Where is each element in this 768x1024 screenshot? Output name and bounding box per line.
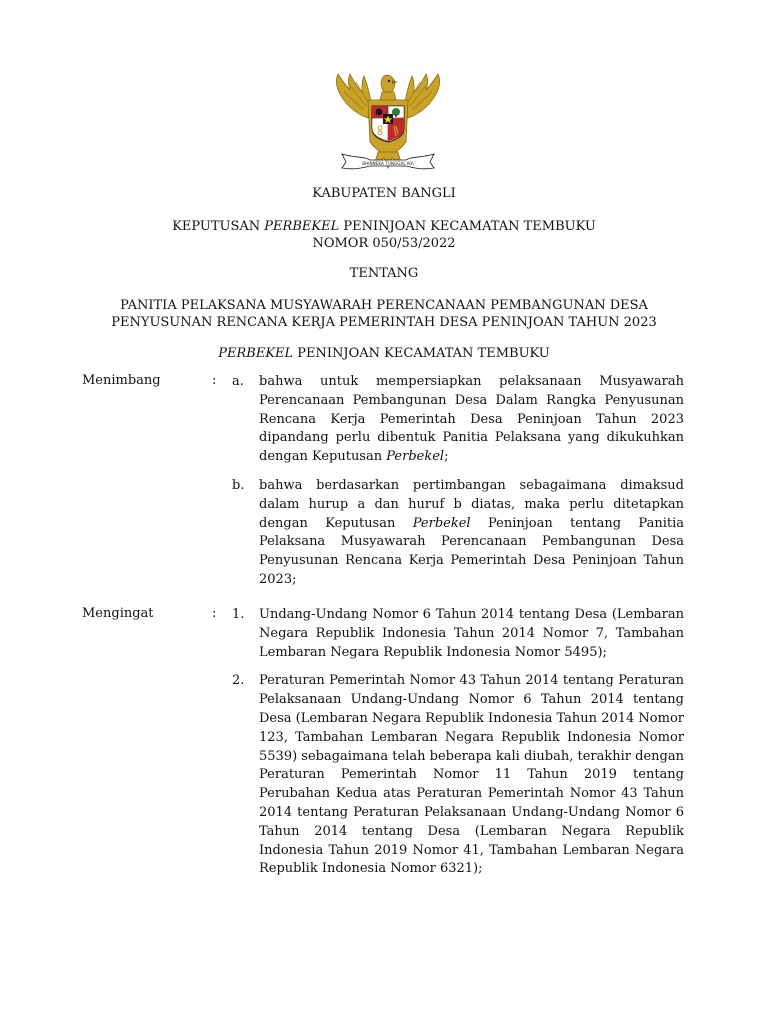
subject-title	[0, 297, 768, 331]
item-text: Undang-Undang Nomor 6 Tahun 2014 tentang Desa (Lembaran Negara Republik Indonesia Tahun 2014 Nomor 7, Tambahan Lembaran Negara Republik Indonesia Nomor 5495);	[259, 607, 684, 660]
issuer-title: PERBEKEL PENINJOAN KECAMATAN TEMBUKU	[218, 346, 550, 361]
menimbang-item-a	[82, 373, 684, 467]
mengingat-label: Mengingat	[82, 606, 154, 621]
subject-line-1: PANITIA PELAKSANA MUSYAWARAH PERENCANAAN PEMBANGUNAN DESA	[120, 298, 648, 313]
subject-line-2: PENYUSUNAN RENCANA KERJA PEMERINTAH DESA PENINJOAN TAHUN 2023	[111, 315, 657, 330]
menimbang-item-b	[82, 477, 684, 590]
mengingat-section	[82, 606, 684, 879]
about-heading: TENTANG	[349, 266, 419, 281]
mengingat-item-2	[82, 672, 684, 879]
item-marker: 1.	[232, 607, 245, 622]
regency-title: KABUPATEN BANGLI	[312, 186, 456, 201]
menimbang-section	[82, 373, 684, 590]
item-marker: 2.	[232, 673, 245, 689]
decree-title	[0, 218, 768, 252]
decree-title-line: KEPUTUSAN PERBEKEL PENINJOAN KECAMATAN TEMBUKU	[172, 219, 596, 234]
decree-number: NOMOR 050/53/2022	[312, 236, 456, 251]
item-text: Peraturan Pemerintah Nomor 43 Tahun 2014 tentang Peraturan Pelaksanaan Undang-Undang Nomor 6 Tahun 2014 tentang Desa (Lembaran Negara Republik Indonesia Tahun 2014 Nomor 123, Tambahan Lembaran Negara Republik Indonesia Nomor 5539) sebagaimana telah beberapa kali diubah, terakhir dengan Peraturan Pemerintah Nomor 11 Tahun 2019 tentang Perubahan Kedua atas Peraturan Pemerintah Nomor 43 Tahun 2014 tentang Peraturan Pelaksanaan Undang-Undang Nomor 6 Tahun 2014 tentang Desa (Lembaran Negara Republik Indonesia Tahun 2019 Nomor 41, Tambahan Lembaran Negara Republik Indonesia Nomor 6321);	[259, 673, 684, 877]
menimbang-colon: :	[212, 373, 217, 388]
item-marker: b.	[232, 477, 245, 493]
emblem-motto: BHINNEKA TUNGGAL IKA	[362, 161, 414, 166]
mengingat-item-1	[82, 606, 684, 662]
item-text: bahwa berdasarkan pertimbangan sebagaimana dimaksud dalam hurup a dan huruf b diatas, maka perlu ditetapkan dengan Keputusan Perbekel Peninjoan tentang Panitia Pelaksana Musyawarah Perencanaan Pembangunan Desa Penyusunan Rencana Kerja Pemerintah Desa Peninjoan Tahun 2023;	[259, 477, 684, 587]
item-text: bahwa untuk mempersiapkan pelaksanaan Musyawarah Perencanaan Pembangunan Desa Dalam Rangka Penyusunan Rencana Kerja Pemerintah Desa Peninjoan Tahun 2023 dipandang perlu dibentuk Panitia Pelaksana yang dikukuhkan dengan Keputusan Perbekel;	[259, 374, 684, 465]
garuda-pancasila-emblem-icon	[334, 70, 442, 176]
item-marker: a.	[232, 374, 244, 389]
menimbang-label: Menimbang	[82, 373, 161, 388]
mengingat-colon: :	[212, 606, 217, 621]
